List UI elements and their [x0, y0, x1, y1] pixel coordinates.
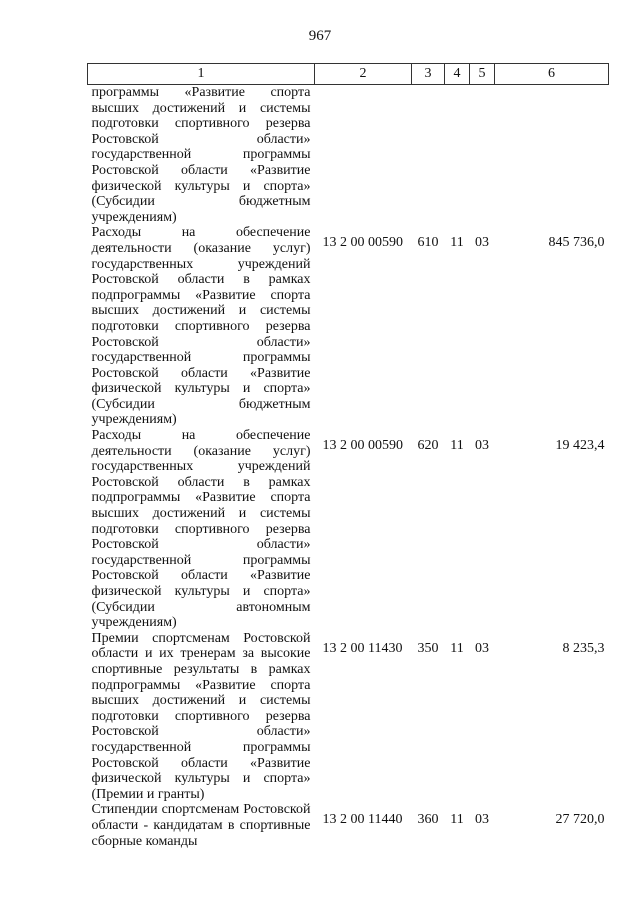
row-description: Стипендии спортсменам Ростовской области - кандидатам в спортивные сборные команды: [91, 802, 311, 849]
row-description: Расходы на обеспечение деятельности (оказание услуг) государственных учреждений Ростовской области в рамках подпрограммы «Развитие спорта высших достижений и системы подготовки спортивного резерва Ростовской области» государственной программы Ростовской области «Развитие физической культуры и спорта» (Субсидии автономным учреждениям): [91, 428, 311, 631]
row-subsection: 03: [475, 438, 489, 454]
row-target-code: [315, 85, 412, 226]
row-description: программы «Развитие спорта высших достижений и системы подготовки спортивного резерва Ростовской области» государственной программы Ростовской области «Развитие физической культуры и спорта» (Субсидии бюджетным учреждениям): [91, 85, 311, 225]
row-section: 11: [450, 235, 464, 251]
row-description: Премии спортсменам Ростовской области и их тренерам за высокие спортивные результаты в рамках подпрограммы «Развитие спорта высших достижений и системы подготовки спортивного резерва Ростовской области» государственной программы Ростовской области «Развитие физической культуры и спорта» (Премии и гранты): [91, 630, 311, 802]
row-target-code: 13 2 00 11440: [322, 812, 403, 828]
header-col-2: 2: [315, 64, 412, 85]
table-row: [88, 85, 609, 226]
header-row: [88, 64, 609, 85]
row-target-code: 13 2 00 00590: [322, 235, 403, 251]
table-row: [88, 225, 609, 428]
row-subsection: 03: [475, 235, 489, 251]
row-target-code: 13 2 00 11430: [322, 640, 403, 656]
row-expense-type: 350: [417, 640, 439, 656]
row-amount: 845 736,0: [548, 235, 605, 251]
header-col-1: 1: [88, 64, 315, 85]
table-row: [88, 631, 609, 803]
row-amount: [495, 85, 609, 226]
row-amount: 19 423,4: [555, 438, 605, 454]
row-subsection: [470, 85, 495, 226]
table-row: [88, 428, 609, 631]
row-section: 11: [450, 640, 464, 656]
header-col-4: 4: [445, 64, 470, 85]
page-number: 967: [308, 28, 332, 44]
row-amount: 27 720,0: [555, 812, 605, 828]
table-body: [88, 85, 609, 850]
header-col-5: 5: [470, 64, 495, 85]
row-expense-type: 360: [417, 812, 439, 828]
row-expense-type: 610: [417, 235, 439, 251]
row-section: 11: [450, 812, 464, 828]
budget-table: [87, 63, 609, 849]
row-section: [445, 85, 470, 226]
row-amount: 8 235,3: [562, 640, 605, 656]
row-expense-type: 620: [417, 438, 439, 454]
row-subsection: 03: [475, 812, 489, 828]
row-description: Расходы на обеспечение деятельности (оказание услуг) государственных учреждений Ростовской области в рамках подпрограммы «Развитие спорта высших достижений и системы подготовки спортивного резерва Ростовской области» государственной программы Ростовской области «Развитие физической культуры и спорта» (Субсидии бюджетным учреждениям): [91, 225, 311, 428]
table-header: [88, 64, 609, 85]
row-section: 11: [450, 438, 464, 454]
row-subsection: 03: [475, 640, 489, 656]
row-target-code: 13 2 00 00590: [322, 438, 403, 454]
header-col-6: 6: [495, 64, 609, 85]
table-row: [88, 802, 609, 849]
row-expense-type: [412, 85, 445, 226]
header-col-3: 3: [412, 64, 445, 85]
